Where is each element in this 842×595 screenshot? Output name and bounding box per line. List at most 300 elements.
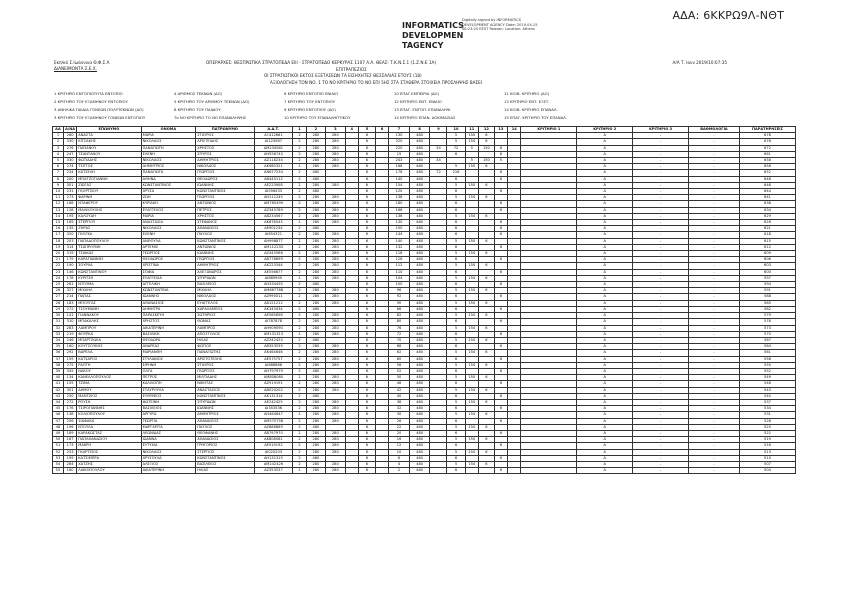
table-cell: Α [577, 158, 633, 164]
table-cell: ΚΩΝΣΤΑΝΤΙΝΟΣ [141, 182, 196, 188]
table-cell: 280 [326, 319, 345, 325]
table-cell: 6 [358, 282, 375, 288]
table-cell: 6 [494, 356, 507, 362]
table-cell: 35 [53, 344, 64, 350]
table-cell: ΜΠΑΤΖΟΓΙΑΝΝΗ [77, 176, 141, 182]
table-cell: ΑΡΙΣΤΕΙΔΗΣ [196, 139, 254, 145]
table-cell: ΑΚ808081 [254, 437, 293, 443]
table-cell: - [688, 207, 739, 213]
table-cell: 5 [447, 195, 465, 201]
table-cell: 6 [478, 195, 494, 201]
table-cell: 76 [389, 325, 410, 331]
table-cell: - [688, 251, 739, 257]
table-cell: Α [577, 362, 633, 368]
table-cell: ΕΙΡΗΝΗ [141, 362, 196, 368]
table-cell: 150 [465, 313, 478, 319]
table-cell: 480 [409, 325, 430, 331]
table-cell: 621 [739, 226, 795, 232]
table-cell: Α [577, 319, 633, 325]
table-cell: 6 [447, 381, 465, 387]
column-header: 10 [447, 127, 465, 133]
table-cell: 14 [53, 213, 64, 219]
table-cell: 220 [389, 145, 410, 151]
table-cell: Α [577, 300, 633, 306]
logo-line-3: TAGENCY [402, 41, 444, 50]
column-header: 1 [293, 127, 306, 133]
table-cell: 2 [293, 313, 306, 319]
table-cell: 634 [739, 207, 795, 213]
table-cell: - [633, 437, 689, 443]
table-cell: 480 [306, 306, 325, 312]
table-cell: 247 [63, 151, 76, 157]
table-cell: - [688, 399, 739, 405]
table-cell: 140 [389, 238, 410, 244]
table-cell: 280 [326, 437, 345, 443]
table-cell: 480 [409, 306, 430, 312]
table-cell: - [688, 288, 739, 294]
table-cell: 480 [306, 424, 325, 430]
table-cell: 480 [306, 189, 325, 195]
table-cell: 6 [358, 449, 375, 455]
table-cell: ΑΗ464647 [254, 412, 293, 418]
table-cell: 130 [389, 133, 410, 139]
table-cell: 658 [739, 158, 795, 164]
criteria-item: 3 ΚΡΙΤΗΡΙΟ ΤΟΥ ΕΞΑΜΗΝΟΥ ΓΟΝΕΩΝ ΕΝΤΟΠΙΟΥ [54, 115, 146, 120]
table-cell: 6 [358, 412, 375, 418]
table-cell: 6 [358, 468, 375, 474]
table-cell: 6 [447, 244, 465, 250]
table-cell: ΘΕΟΔΩΡΟΣ [141, 257, 196, 263]
table-cell: ΜΑΡΓΑΡΙΤΑ [141, 424, 196, 430]
table-cell: 280 [306, 182, 325, 188]
table-cell: ΑΖ118234 [254, 158, 293, 164]
table-cell: 6 [478, 275, 494, 281]
table-cell: ΠΕΤΡΟΣ [141, 375, 196, 381]
table-cell: 6 [447, 294, 465, 300]
table-cell [430, 468, 447, 474]
table-cell: 2 [293, 461, 306, 467]
table-cell: 22 [389, 424, 410, 430]
table-cell: 280 [326, 449, 345, 455]
table-cell: ΜΑΡΙΑ [141, 213, 196, 219]
table-cell: 6 [447, 368, 465, 374]
table-cell: ΑΙ686868 [254, 362, 293, 368]
table-cell: 6 [358, 176, 375, 182]
table-cell: 573 [739, 325, 795, 331]
table-cell: 2 [293, 325, 306, 331]
table-cell: 150 [478, 145, 494, 151]
table-cell: 480 [409, 201, 430, 207]
table-cell: - [633, 300, 689, 306]
table-cell: 250 [63, 393, 76, 399]
table-cell: - [633, 294, 689, 300]
table-cell: 6 [494, 176, 507, 182]
table-cell: 280 [326, 430, 345, 436]
table-cell [478, 468, 494, 474]
table-cell: ΑΙΚΑΤΕΡΙΝΗ [141, 468, 196, 474]
table-cell: ΜΙΧΑΗΛ [77, 288, 141, 294]
table-cell: 6 [494, 344, 507, 350]
table-cell: 136 [389, 213, 410, 219]
table-cell: ΣΤΑΥΡΟΣ [196, 362, 254, 368]
table-cell: 272 [63, 306, 76, 312]
table-cell: ΣΠΥΡΙΔΩΝ [196, 275, 254, 281]
table-cell: 315 [63, 251, 76, 257]
table-cell: ΑΕ242425 [254, 399, 293, 405]
table-cell: ΑΚ131314 [254, 393, 293, 399]
table-cell: 480 [409, 182, 430, 188]
table-cell: - [633, 164, 689, 170]
table-cell: 510 [739, 455, 795, 461]
table-cell: 6 [358, 356, 375, 362]
table-cell: 6 [494, 226, 507, 232]
table-cell: 1 [53, 133, 64, 139]
table-cell: ΑΖ686869 [254, 424, 293, 430]
table-cell: - [688, 263, 739, 269]
table-cell: 150 [465, 238, 478, 244]
table-cell: 585 [739, 300, 795, 306]
table-cell: 480 [306, 393, 325, 399]
table-cell: 6 [494, 257, 507, 263]
criteria-item [614, 114, 724, 122]
table-cell: 200 [63, 176, 76, 182]
table-cell: ΔΗΜΗΤΡΙΟΣ [141, 164, 196, 170]
table-cell: 6 [447, 176, 465, 182]
table-cell: 280 [306, 430, 325, 436]
table-cell: 54 [53, 461, 64, 467]
table-cell [465, 468, 478, 474]
table-cell: 150 [465, 424, 478, 430]
table-cell: 25 [53, 282, 64, 288]
table-cell: 12 [53, 201, 64, 207]
table-cell: 6 [358, 139, 375, 145]
table-cell: 314 [63, 244, 76, 250]
column-header: 11 [465, 127, 478, 133]
table-cell: 480 [409, 158, 430, 164]
table-cell: ΖΗΡΑΣ [77, 226, 141, 232]
table-cell: 504 [739, 468, 795, 474]
table-cell: - [688, 319, 739, 325]
table-cell: ΠΑΠΑΘΑΝΑΣΙΟΥ [77, 437, 141, 443]
table-cell: 2 [293, 362, 306, 368]
table-cell: ΡΑΠΤΗ [77, 362, 141, 368]
table-cell: 49 [53, 430, 64, 436]
table-cell: 280 [306, 251, 325, 257]
table-cell: 480 [409, 139, 430, 145]
table-cell: 6 [478, 362, 494, 368]
table-cell: ΑΘΗΝΑ [141, 176, 196, 182]
column-header: ΚΡΙΤΗΡΙΟ 1 [521, 127, 577, 133]
ada-code: ΑΔΑ: 6ΚΚΡΩ9Λ-ΝΘΤ [672, 9, 784, 22]
table-cell: - [633, 449, 689, 455]
table-cell: - [633, 325, 689, 331]
table-cell: - [688, 176, 739, 182]
table-cell: 6 [358, 430, 375, 436]
table-cell: 480 [409, 244, 430, 250]
table-cell: 150 [465, 375, 478, 381]
table-cell: 480 [409, 406, 430, 412]
table-cell: ΖΙΩΓΑΣ [77, 182, 141, 188]
table-cell: 2 [293, 176, 306, 182]
table-cell: 641 [739, 195, 795, 201]
table-cell: 280 [306, 207, 325, 213]
table-cell: ΚΑΛΟΥΔΗ [77, 213, 141, 219]
table-cell: ΑΞ412661 [254, 133, 293, 139]
table-cell: Α [577, 263, 633, 269]
table-cell: ΑΙ556433 [254, 189, 293, 195]
header-center-text: ΟΠΕΡΑΡΧΕΣ: ΘΕΣΠΡΩΤΙΚΑ ΣΤΡΑΤΟΠΕΔΑ ΕΙΙΙ - ΣΤΡΑΤΟΠΕΔΟ ΚΕΡΚΥΡΑΣ 1107 Α.Α. ΘΕΑΣ: Τ.Κ.Ν.Σ.1 (1.Ζ.Ν.Ε 1Α) [206, 60, 436, 65]
table-cell: 6 [447, 207, 465, 213]
table-cell: - [688, 269, 739, 275]
table-cell: 6 [358, 294, 375, 300]
table-cell: 118 [389, 251, 410, 257]
column-header: Α/ΝΑ [65, 127, 76, 131]
table-cell: 5 [465, 158, 478, 164]
table-cell: 6 [447, 418, 465, 424]
table-cell: ΜΑΝΤΖΙΟΣ [77, 393, 141, 399]
table-cell: 646 [739, 182, 795, 188]
table-cell: - [688, 375, 739, 381]
table-cell: - [633, 151, 689, 157]
table-cell: ΔΗΜΗΤΡΙΟΣ [196, 263, 254, 269]
table-cell: ΑΝΑΣΤΑ [77, 133, 141, 139]
table-cell: ΣΠΥΡΟΣ [196, 151, 254, 157]
table-cell: Α [577, 406, 633, 412]
table-cell: 10 [53, 189, 64, 195]
table-cell: 6 [478, 251, 494, 257]
table-cell: 80 [389, 319, 410, 325]
table-cell: 5 [447, 275, 465, 281]
table-cell: ΑΙ889900 [254, 275, 293, 281]
table-cell: 543 [739, 387, 795, 393]
table-cell: 6 [358, 455, 375, 461]
table-cell: 4 [389, 461, 410, 467]
table-cell: 480 [409, 387, 430, 393]
table-cell: 480 [409, 300, 430, 306]
table-cell: 280 [306, 244, 325, 250]
column-header: 6 [375, 127, 388, 133]
table-cell: 480 [409, 437, 430, 443]
table-cell: 15 [53, 220, 64, 226]
table-cell: 5 [53, 158, 64, 164]
table-cell: Α [577, 437, 633, 443]
table-cell: 480 [409, 350, 430, 356]
table-cell: 480 [409, 282, 430, 288]
table-cell: 5 [447, 437, 465, 443]
table-cell: 280 [326, 232, 345, 238]
table-cell: 6 [494, 430, 507, 436]
table-cell: ΤΣΑΠΡΟΥΝΗ [77, 244, 141, 250]
table-cell: 480 [409, 381, 430, 387]
table-cell: ΑΗ556743 [254, 151, 293, 157]
table-cell: 280 [306, 418, 325, 424]
table-cell: ΣΟΦΙΑ [141, 269, 196, 275]
table-cell: - [688, 430, 739, 436]
table-cell: 310 [63, 319, 76, 325]
table-cell: Α [577, 238, 633, 244]
table-cell: 280 [326, 375, 345, 381]
table-cell: Α [577, 151, 633, 157]
table-cell: 2 [293, 257, 306, 263]
table-cell: 2 [293, 251, 306, 257]
table-cell: 42 [53, 387, 64, 393]
column-header: 3 [326, 127, 345, 133]
table-cell: Α [577, 201, 633, 207]
table-cell: 5 [447, 263, 465, 269]
table-cell: 214 [63, 294, 76, 300]
table-cell: - [688, 238, 739, 244]
table-cell: 272 [63, 399, 76, 405]
table-cell [521, 468, 577, 474]
table-cell: 280 [306, 468, 325, 474]
table-cell: 126 [389, 257, 410, 263]
table-cell: - [633, 158, 689, 164]
table-cell: Α [577, 226, 633, 232]
table-cell: 165 [63, 220, 76, 226]
table-cell: 516 [739, 443, 795, 449]
table-cell: 5 [447, 139, 465, 145]
table-cell: 558 [739, 356, 795, 362]
table-cell: 280 [326, 461, 345, 467]
column-header: 12 [478, 127, 494, 133]
table-cell: ΚΑΛΛΙΟΠΗ [141, 381, 196, 387]
table-cell: ΠΑΝΑΓΙΩΤΗ [141, 145, 196, 151]
table-cell: ΑΚ980321 [254, 164, 293, 170]
agency-logo [402, 21, 464, 51]
criteria-item: 6 ΚΡΙΤΗΡΙΟ ΕΝΤΟΠΙΟ ΕΝΙΑΙΟ [284, 91, 339, 96]
table-cell: ΕΥΑΓΓΕΛΟΣ [196, 300, 254, 306]
table-cell: 280 [306, 319, 325, 325]
table-cell: 626 [739, 220, 795, 226]
table-cell: 2 [293, 375, 306, 381]
table-cell: ΧΡΗΣΤΟΣ [141, 319, 196, 325]
table-cell: 6 [447, 430, 465, 436]
table-cell: 6 [358, 337, 375, 343]
table-cell: - [633, 350, 689, 356]
table-cell: 540 [739, 393, 795, 399]
table-cell: 144 [389, 232, 410, 238]
table-cell: - [633, 418, 689, 424]
table-cell: ΓΚΑΡΤΖΙΟΣ [77, 449, 141, 455]
table-cell: 37 [53, 356, 64, 362]
table-cell: ΟΛΓΑ [141, 368, 196, 374]
table-cell: 2 [293, 331, 306, 337]
table-cell: 112 [389, 263, 410, 269]
table-cell: - [633, 461, 689, 467]
digital-signature-text: Digitally signed by INFORMATICS DEVELOPMENT AGENCY Date: 2019.04.15 08:23:25 EEST Reason: Location: Athens [462, 18, 538, 32]
table-cell: 2 [293, 133, 306, 139]
table-cell: ΝΤΑΦΕΡΟΥ [77, 201, 141, 207]
table-cell: 66 [389, 344, 410, 350]
table-cell: ΚΟΛΙΟΠΟΥΛΟΥ [77, 412, 141, 418]
table-cell: 24 [53, 275, 64, 281]
table-cell: 150 [465, 362, 478, 368]
table-cell: 280 [326, 251, 345, 257]
column-header: 8 [409, 127, 430, 133]
criteria-item: 13 ΕΠΑΓ. ΕΝΤΟΠ. ΕΠΑΝΑΛΗΨ. [394, 107, 452, 112]
criteria-item: Το ΝΟ ΚΡΙΤΗΡΙΟ ΤΟ ΝΟ ΕΠΑΝΑΛΗΨΗΣ [174, 115, 247, 120]
table-cell: ΜΙΧΑΗΛ [196, 288, 254, 294]
table-cell: 280 [306, 275, 325, 281]
table-cell: ΑΒ797970 [254, 430, 293, 436]
table-cell: 16 [53, 226, 64, 232]
table-cell: ΜΑΡΙΑ [141, 133, 196, 139]
table-cell: ΑΜ242426 [254, 461, 293, 467]
table-cell: 159 [63, 356, 76, 362]
table-cell: 6 [478, 412, 494, 418]
table-cell: ΤΣΙΓΓΟΣ [77, 164, 141, 170]
table-cell: - [633, 232, 689, 238]
table-cell: Α [577, 344, 633, 350]
table-cell: ΤΣΟΥΜΑΝΗ [77, 306, 141, 312]
table-cell: ΜΠΑΚΑΛΗΣ [77, 319, 141, 325]
table-cell: Α [577, 257, 633, 263]
table-cell: ΑΝΘΟΥΛΑ [141, 238, 196, 244]
table-cell [508, 468, 521, 474]
table-cell: ΓΚΟΓΚΑ [77, 232, 141, 238]
table-cell: - [633, 238, 689, 244]
table-cell: - [688, 244, 739, 250]
table-cell: Α [577, 275, 633, 281]
table-cell: Α [577, 139, 633, 145]
table-cell: 280 [326, 244, 345, 250]
table-cell: 6 [478, 288, 494, 294]
table-cell: 480 [306, 282, 325, 288]
table-cell: 280 [306, 331, 325, 337]
table-cell: 2 [293, 294, 306, 300]
table-cell: ΔΗΜΗΤΡΙΟΣ [196, 412, 254, 418]
table-cell: ΘΩΜΑΣ [196, 319, 254, 325]
table-cell: - [633, 412, 689, 418]
table-cell: 203 [63, 238, 76, 244]
table-cell: 6 [358, 381, 375, 387]
table-cell: 6 [494, 294, 507, 300]
table-cell: - [688, 201, 739, 207]
table-cell: 579 [739, 313, 795, 319]
table-cell: ΛΙΑΚΟΠΟΥΛΟΥ [77, 468, 141, 474]
table-cell: 6 [447, 189, 465, 195]
table-cell: ΚΩΝΣΤΑΝΤΙΝΟΣ [196, 393, 254, 399]
table-cell: 33 [53, 331, 64, 337]
table-cell: - [633, 220, 689, 226]
table-cell: - [633, 182, 689, 188]
table-cell: 150 [465, 275, 478, 281]
table-cell: 96 [389, 288, 410, 294]
table-cell: 561 [739, 350, 795, 356]
table-cell: 280 [306, 195, 325, 201]
table-cell: ΙΩΑΝΝΗΣ [196, 406, 254, 412]
table-cell: 564 [739, 344, 795, 350]
table-cell: 280 [306, 288, 325, 294]
table-cell: ΓΕΩΡΓΙΑ [141, 418, 196, 424]
table-cell: 130 [389, 220, 410, 226]
table-cell: 6 [494, 151, 507, 157]
table-cell: 6 [389, 455, 410, 461]
logo-line-1: INFORMATICS [402, 21, 464, 30]
table-cell: 70 [389, 337, 410, 343]
table-cell: ΑΜ234561 [254, 145, 293, 151]
table-cell: 50 [53, 437, 64, 443]
table-cell: Α [577, 399, 633, 405]
table-cell: 280 [306, 313, 325, 319]
table-cell: 55 [53, 468, 64, 474]
table-cell: 34 [53, 337, 64, 343]
table-cell: 6 [494, 269, 507, 275]
table-cell: 6 [358, 393, 375, 399]
table-cell: ΜΠΟΥΓΑΣ [77, 300, 141, 306]
table-cell: ΙΩΑΝΝΑ [141, 437, 196, 443]
table-cell: 5 [447, 300, 465, 306]
